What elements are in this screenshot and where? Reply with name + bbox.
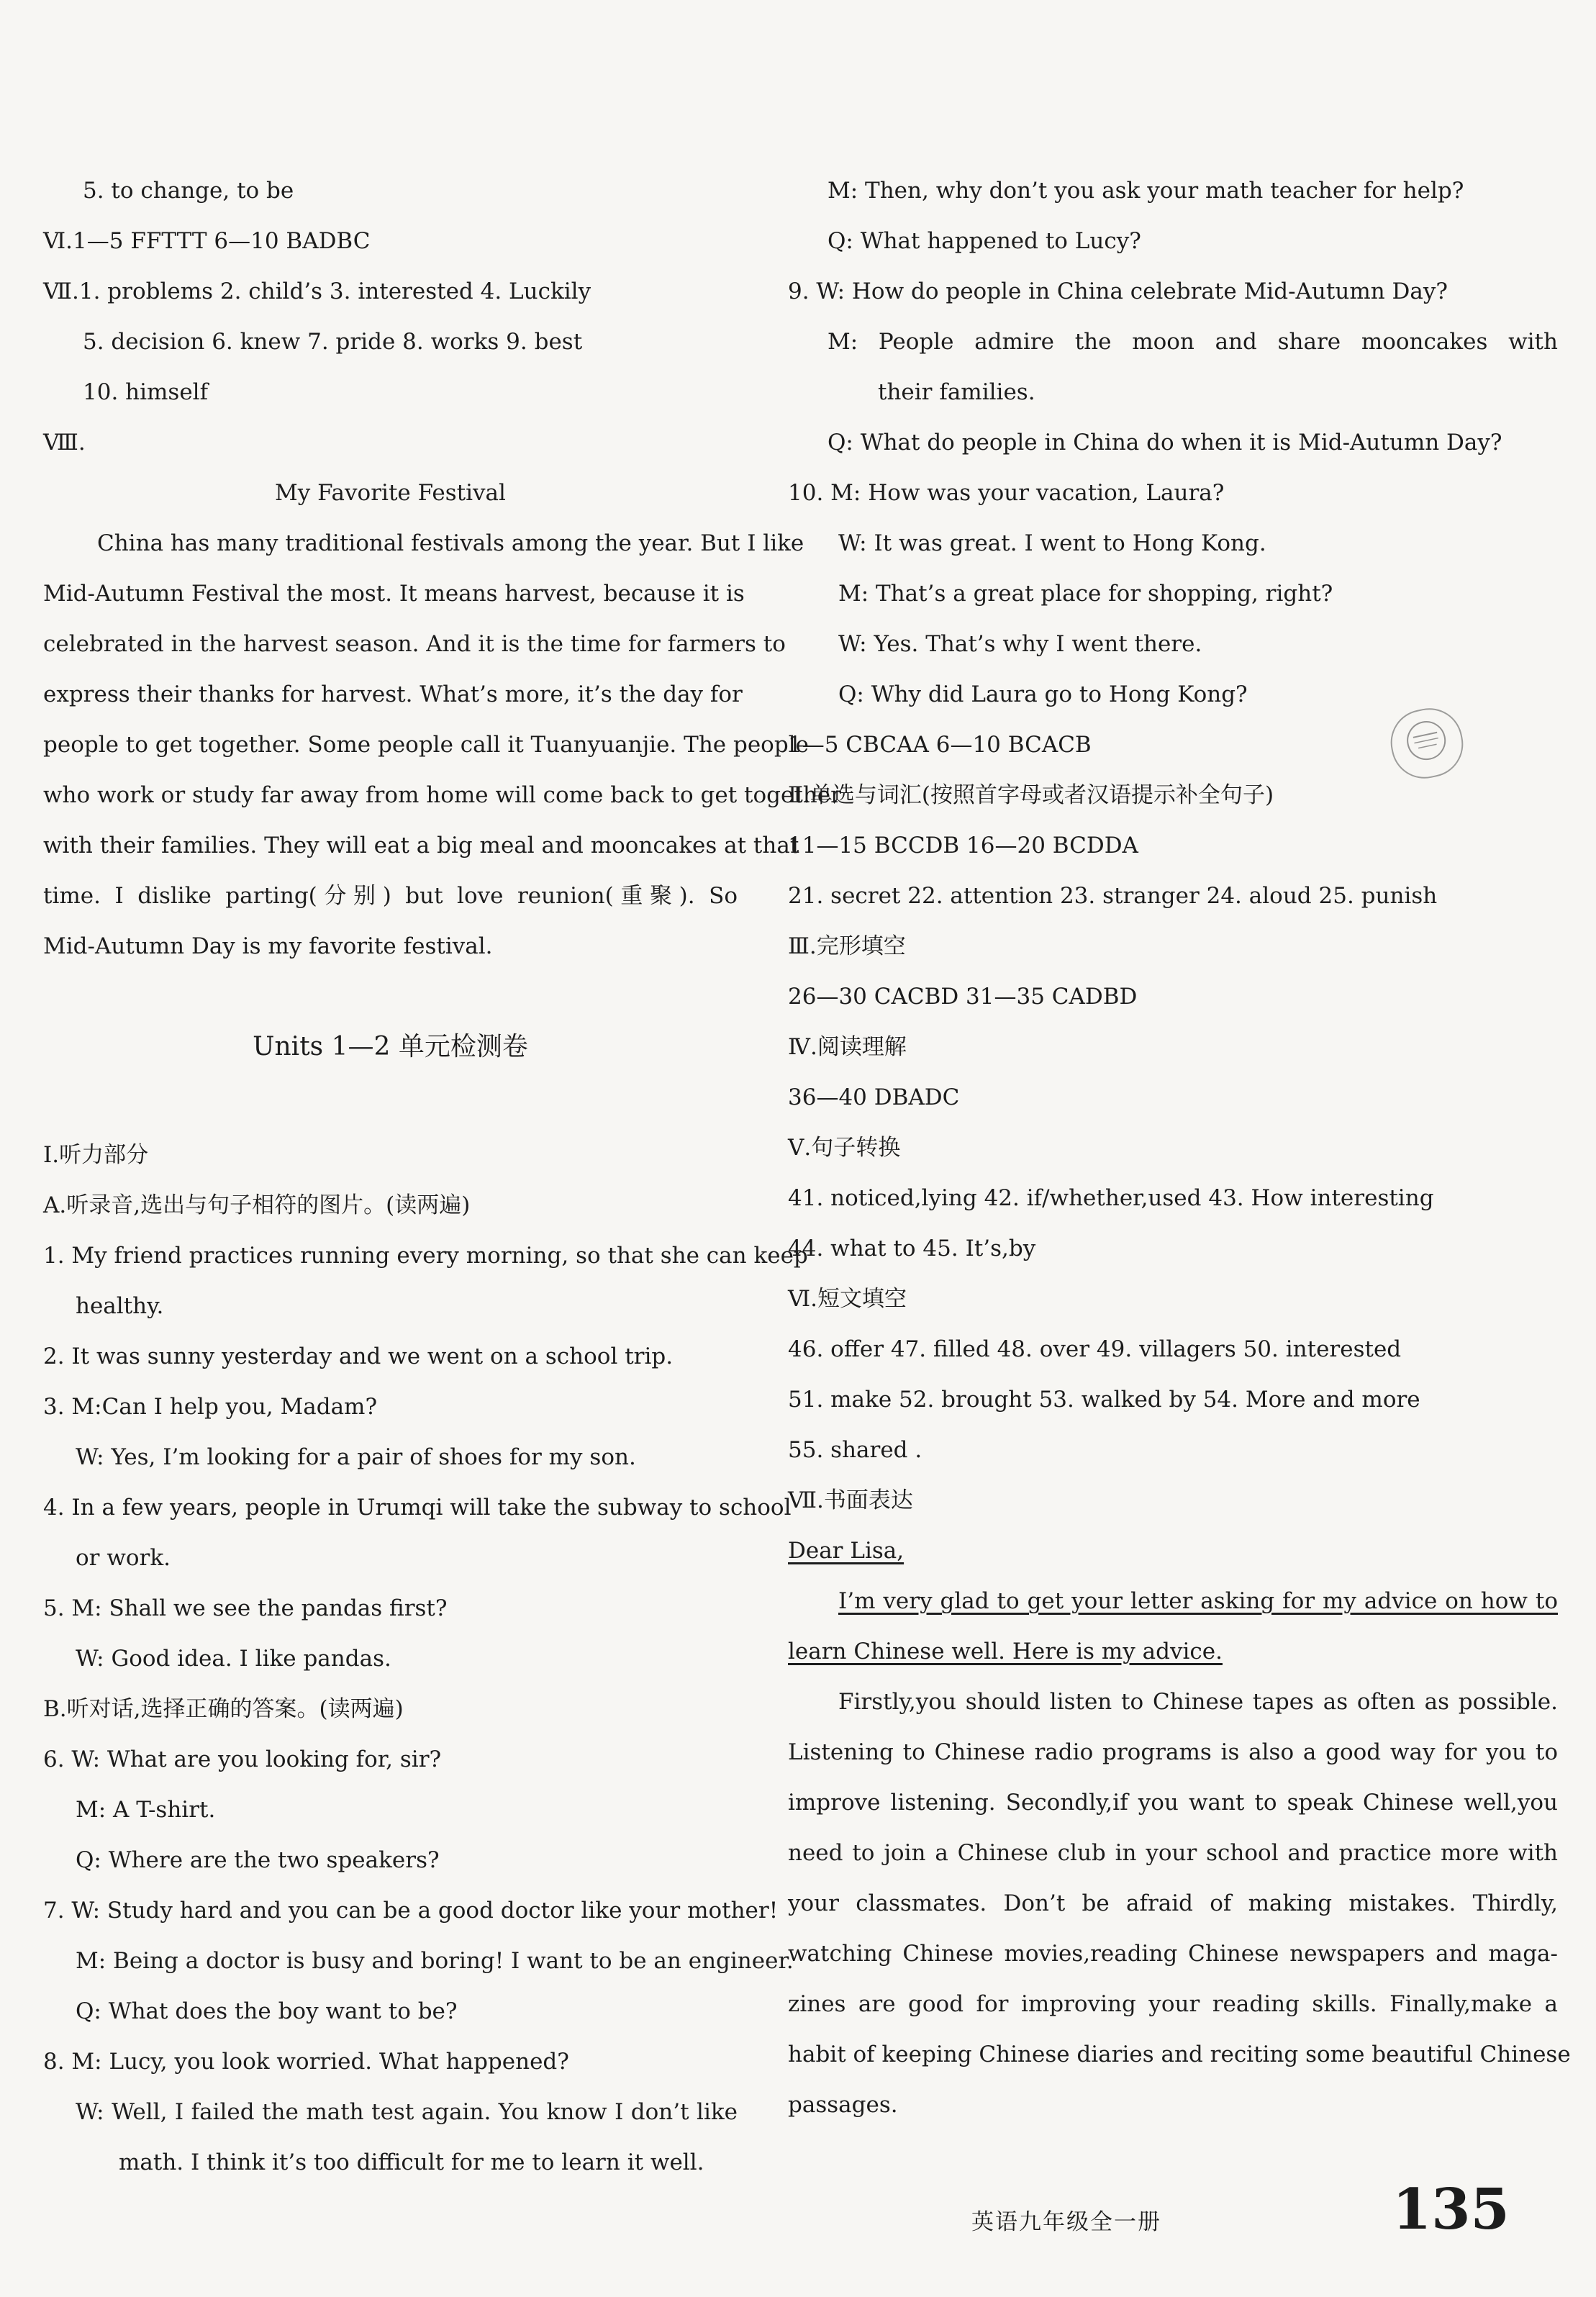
answer-line: 1—5 CBCAA 6—10 BCACB: [788, 732, 1092, 758]
listening-line: math. I think it’s too difficult for me to learn it well.: [119, 2149, 704, 2175]
essay-line: Mid-Autumn Festival the most. It means harvest, because it is: [43, 581, 745, 607]
listening-line: M: A T-shirt.: [76, 1797, 216, 1823]
answer-line: Ⅵ.1—5 FFTTT 6—10 BADBC: [43, 228, 371, 254]
listening-line: Q: Where are the two speakers?: [76, 1847, 440, 1873]
listening-line: 10. M: How was your vacation, Laura?: [788, 480, 1225, 506]
section-heading: Ⅴ.句子转换: [788, 1135, 901, 1161]
listening-line: W: Yes, I’m looking for a pair of shoes for my son.: [76, 1444, 636, 1470]
answer-line: 44. what to 45. It’s,by: [788, 1236, 1036, 1261]
listening-line: W: Good idea. I like pandas.: [76, 1646, 391, 1672]
page-number: 135: [1392, 2177, 1510, 2242]
letter-line: zines are good for improving your reading skills. Finally,make a: [788, 1991, 1558, 2017]
essay-line: express their thanks for harvest. What’s more, it’s the day for: [43, 681, 743, 707]
answer-line: 21. secret 22. attention 23. stranger 24. aloud 25. punish: [788, 883, 1438, 909]
answer-line: 55. shared .: [788, 1437, 922, 1463]
listening-line: or work.: [76, 1545, 171, 1571]
letter-line: Firstly,you should listen to Chinese tapes as often as possible.: [838, 1689, 1558, 1715]
essay-title: My Favorite Festival: [275, 480, 506, 506]
subsection-heading: A.听录音,选出与句子相符的图片。(读两遍): [43, 1192, 471, 1218]
answer-line: 41. noticed,lying 42. if/whether,used 43. How interesting: [788, 1185, 1434, 1211]
letter-line: improve listening. Secondly,if you want to speak Chinese well,you: [788, 1790, 1558, 1816]
letter-line: passages.: [788, 2092, 898, 2118]
watermark-stamp: [1384, 702, 1469, 785]
listening-line: 6. W: What are you looking for, sir?: [43, 1746, 442, 1772]
section-heading: Ⅶ.书面表达: [788, 1487, 913, 1513]
essay-line: people to get together. Some people call it Tuanyuanjie. The people: [43, 732, 809, 758]
listening-line: 1. My friend practices running every morning, so that she can keep: [43, 1243, 808, 1269]
listening-line: Q: What happened to Lucy?: [828, 228, 1141, 254]
essay-line: Mid-Autumn Day is my favorite festival.: [43, 933, 493, 959]
listening-line: 2. It was sunny yesterday and we went on a school trip.: [43, 1344, 674, 1369]
listening-line: 4. In a few years, people in Urumqi will take the subway to school: [43, 1495, 792, 1521]
letter-line: habit of keeping Chinese diaries and reciting some beautiful Chinese: [788, 2042, 1571, 2067]
section-label: Ⅷ.: [43, 430, 86, 456]
listening-line: their families.: [878, 379, 1035, 405]
essay-line: celebrated in the harvest season. And it is the time for farmers to: [43, 631, 786, 657]
listening-line: Q: What do people in China do when it is Mid-Autumn Day?: [828, 430, 1502, 456]
essay-line: time. I dislike parting(分别) but love reunion(重聚). So: [43, 883, 738, 909]
letter-line: need to join a Chinese club in your school and practice more with: [788, 1840, 1558, 1866]
listening-line: 9. W: How do people in China celebrate Mid-Autumn Day?: [788, 278, 1448, 304]
listening-line: M: That’s a great place for shopping, right?: [838, 581, 1333, 607]
section-heading: Ⅲ.完形填空: [788, 933, 906, 959]
listening-line: 7. W: Study hard and you can be a good doctor like your mother!: [43, 1898, 779, 1924]
answer-line: 5. decision 6. knew 7. pride 8. works 9. best: [83, 329, 583, 355]
answer-line: Ⅶ.1. problems 2. child’s 3. interested 4. Luckily: [43, 278, 591, 304]
section-heading: Ⅳ.阅读理解: [788, 1034, 907, 1060]
listening-line: 3. M:Can I help you, Madam?: [43, 1394, 378, 1420]
answer-line: 36—40 DBADC: [788, 1084, 960, 1110]
section-heading: Ⅰ.听力部分: [43, 1142, 149, 1168]
letter-line: watching Chinese movies,reading Chinese newspapers and maga-: [788, 1941, 1558, 1967]
answer-line: 46. offer 47. filled 48. over 49. villagers 50. interested: [788, 1336, 1402, 1362]
listening-line: W: Yes. That’s why I went there.: [838, 631, 1202, 657]
answer-line: 51. make 52. brought 53. walked by 54. More and more: [788, 1387, 1420, 1413]
section-heading: Ⅵ.短文填空: [788, 1286, 907, 1312]
essay-line: China has many traditional festivals among the year. But I like: [97, 530, 804, 556]
listening-line: W: Well, I failed the math test again. You know I don’t like: [76, 2099, 738, 2125]
listening-line: 8. M: Lucy, you look worried. What happened?: [43, 2049, 569, 2075]
listening-line: M: Being a doctor is busy and boring! I want to be an engineer.: [76, 1948, 794, 1974]
essay-line: with their families. They will eat a big meal and mooncakes at that: [43, 833, 799, 858]
listening-line: 5. M: Shall we see the pandas first?: [43, 1595, 448, 1621]
section-heading: Ⅱ.单选与词汇(按照首字母或者汉语提示补全句子): [788, 782, 1274, 808]
letter-line: I’m very glad to get your letter asking for my advice on how to: [838, 1588, 1558, 1614]
listening-line: M: People admire the moon and share mooncakes with: [828, 329, 1558, 355]
unit-heading: Units 1—2 单元检测卷: [253, 1032, 528, 1061]
letter-line: learn Chinese well. Here is my advice.: [788, 1639, 1223, 1664]
answer-line: 5. to change, to be: [83, 178, 294, 204]
listening-line: M: Then, why don’t you ask your math teacher for help?: [828, 178, 1464, 204]
listening-line: Q: What does the boy want to be?: [76, 1998, 458, 2024]
essay-line: who work or study far away from home will come back to get together: [43, 782, 841, 808]
book-title: 英语九年级全一册: [971, 2209, 1161, 2235]
listening-line: healthy.: [76, 1293, 164, 1319]
stamp-icon: [1397, 714, 1456, 766]
letter-salutation: Dear Lisa,: [788, 1538, 904, 1564]
subsection-heading: B.听对话,选择正确的答案。(读两遍): [43, 1696, 404, 1722]
listening-line: Q: Why did Laura go to Hong Kong?: [838, 681, 1248, 707]
letter-line: Listening to Chinese radio programs is also a good way for you to: [788, 1739, 1558, 1765]
letter-line: your classmates. Don’t be afraid of making mistakes. Thirdly,: [788, 1890, 1558, 1916]
answer-line: 10. himself: [83, 379, 209, 405]
answer-line: 11—15 BCCDB 16—20 BCDDA: [788, 833, 1138, 858]
listening-line: W: It was great. I went to Hong Kong.: [838, 530, 1266, 556]
answer-line: 26—30 CACBD 31—35 CADBD: [788, 984, 1138, 1010]
